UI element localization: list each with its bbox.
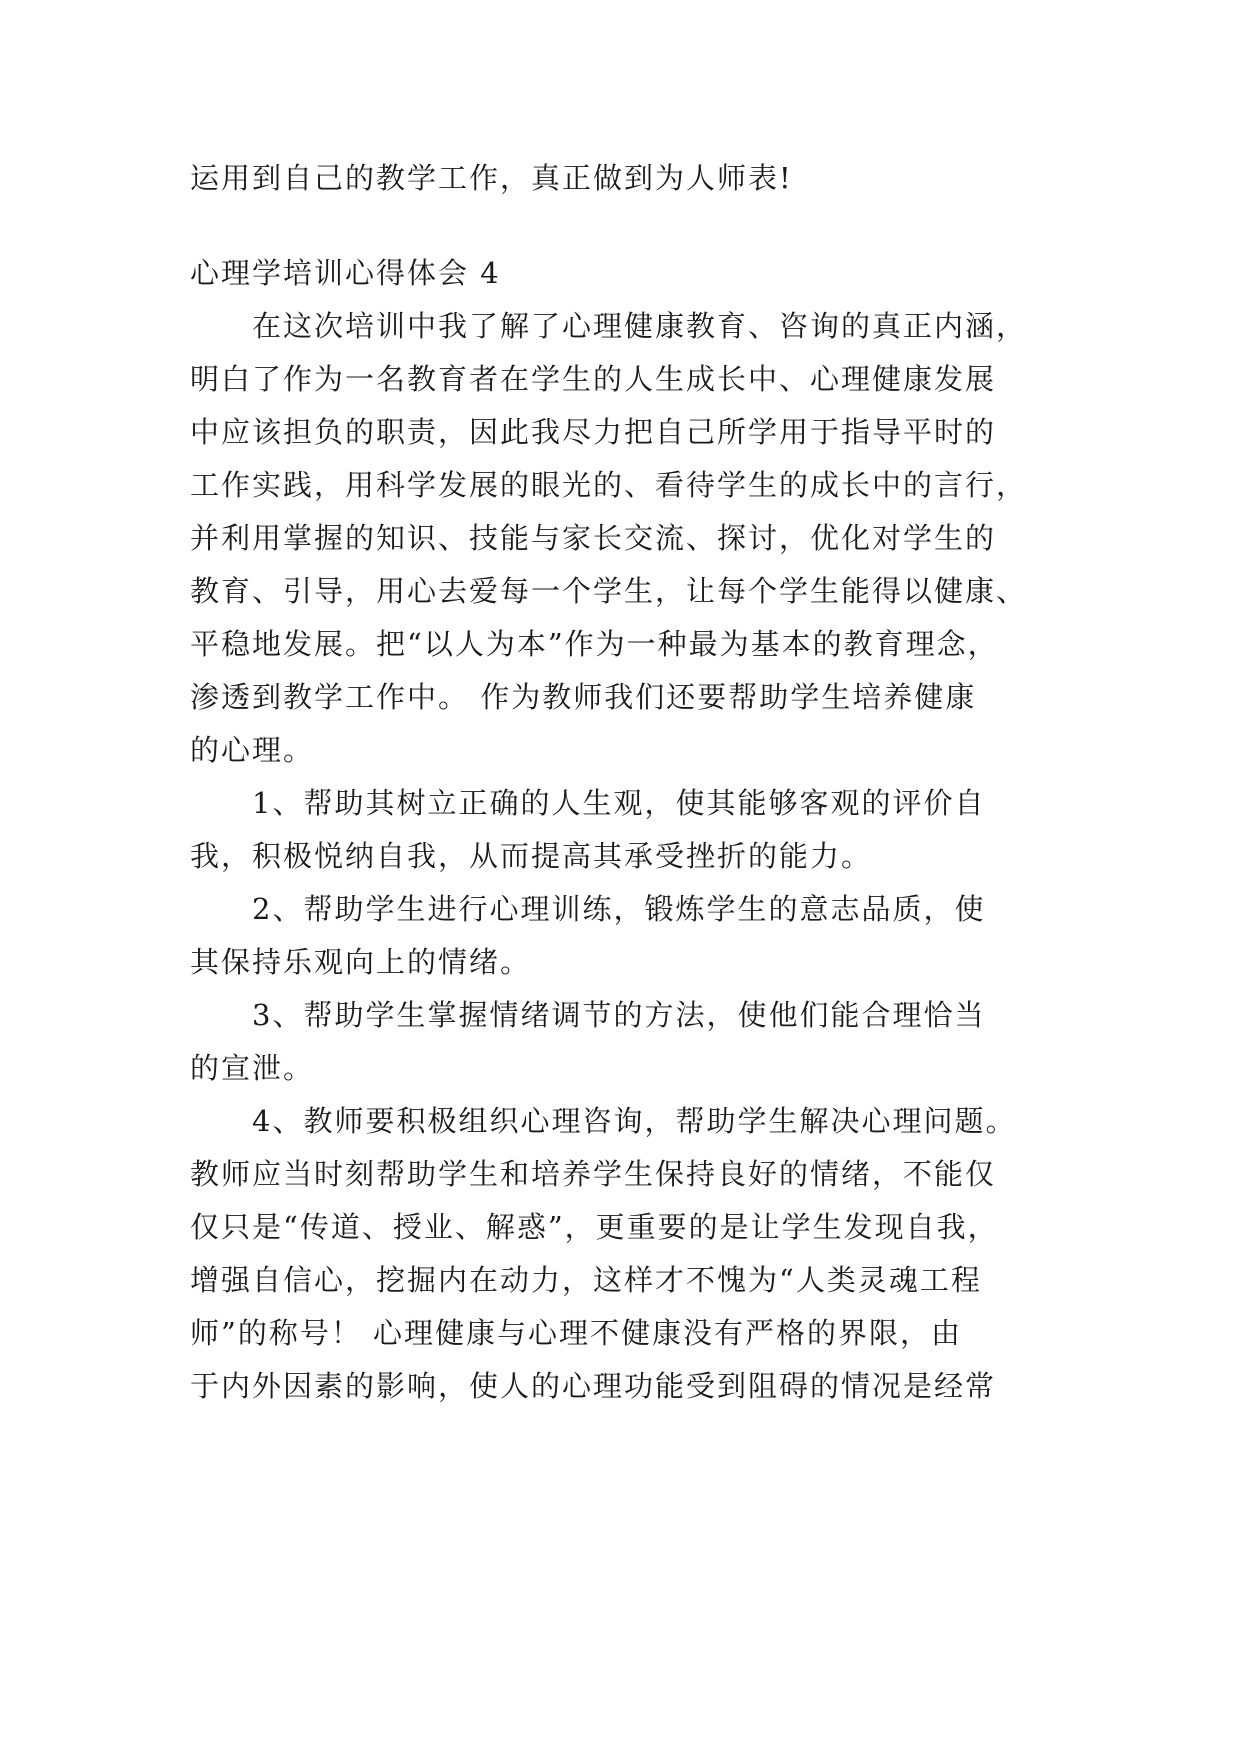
text-line: 3、帮助学生掌握情绪调节的方法，使他们能合理恰当 (252, 998, 986, 1032)
text-line: 运用到自己的教学工作，真正做到为人师表! (190, 161, 793, 195)
text-line: 4、教师要积极组织心理咨询，帮助学生解决心理问题。 (252, 1104, 1017, 1138)
text-line: 师”的称号！ 心理健康与心理不健康没有严格的界限，由 (190, 1316, 963, 1350)
text-line: 我，积极悦纳自我，从而提高其承受挫折的能力。 (190, 839, 873, 873)
text-line: 平稳地发展。把“以人为本”作为一种最为基本的教育理念， (190, 627, 999, 661)
text-line: 并利用掌握的知识、技能与家长交流、探讨，优化对学生的 (190, 521, 997, 555)
text-line: 其保持乐观向上的情绪。 (190, 945, 532, 979)
text-line: 增强自信心，挖掘内在动力，这样才不愧为“人类灵魂工程 (190, 1263, 982, 1297)
text-line: 的宣泄。 (190, 1051, 315, 1085)
text-line: 教师应当时刻帮助学生和培养学生保持良好的情绪，不能仅 (190, 1157, 997, 1191)
text-line: 2、帮助学生进行心理训练，锻炼学生的意志品质，使 (252, 892, 986, 926)
text-line: 在这次培训中我了解了心理健康教育、咨询的真正内涵， (252, 309, 1028, 343)
text-line: 仅只是“传道、授业、解惑”，更重要的是让学生发现自我， (190, 1210, 999, 1244)
text-line: 中应该担负的职责，因此我尽力把自己所学用于指导平时的 (190, 415, 997, 449)
section-heading: 心理学培训心得体会 4 (190, 256, 501, 290)
text-line: 渗透到教学工作中。 作为教师我们还要帮助学生培养健康 (190, 680, 977, 714)
text-line: 1、帮助其树立正确的人生观，使其能够客观的评价自 (252, 786, 986, 820)
text-line: 于内外因素的影响，使人的心理功能受到阻碍的情况是经常 (190, 1369, 997, 1403)
text-line: 工作实践，用科学发展的眼光的、看待学生的成长中的言行， (190, 468, 1028, 502)
text-line: 的心理。 (190, 733, 315, 767)
text-line: 教育、引导，用心去爱每一个学生，让每个学生能得以健康、 (190, 574, 1028, 608)
text-line: 明白了作为一名教育者在学生的人生成长中、心理健康发展 (190, 362, 997, 396)
